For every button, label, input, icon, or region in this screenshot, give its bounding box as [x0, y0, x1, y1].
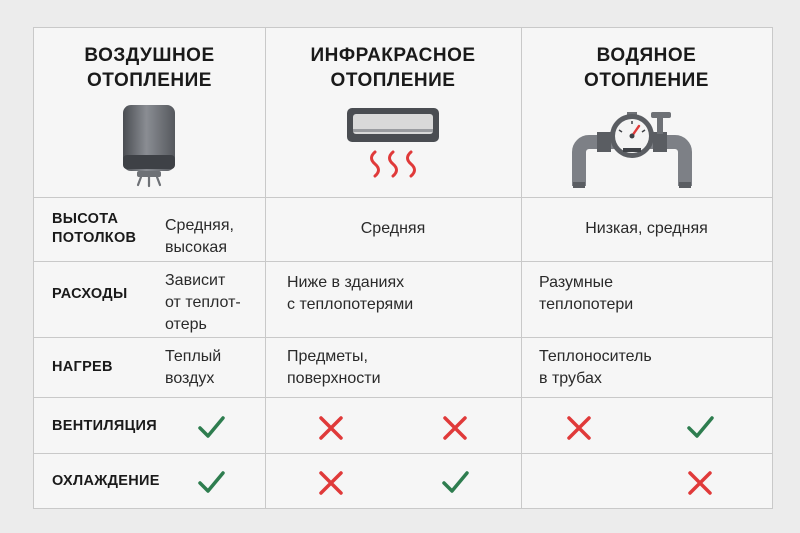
column-header-infrared-heating: ИНФРАКРАСНОЕ ОТОПЛЕНИЕ: [310, 45, 476, 91]
cross-icon: [564, 413, 594, 443]
column-divider: [265, 28, 266, 508]
comparison-table: [33, 27, 773, 509]
cell-water-heating: Теплоноситель в трубах: [539, 348, 652, 387]
row-label-heating: НАГРЕВ: [52, 359, 113, 375]
row-divider: [34, 337, 772, 338]
cell-infrared-heating: Предметы, поверхности: [287, 348, 381, 387]
row-label-costs: РАСХОДЫ: [52, 286, 128, 302]
cell-air-costs: Зависит от теплот- отерь: [165, 272, 241, 333]
row-divider: [34, 197, 772, 198]
cell-water-costs: Разумные теплопотери: [539, 274, 634, 313]
cell-air-ceiling-height: Средняя, высокая: [165, 217, 234, 256]
row-label-cooling: ОХЛАЖДЕНИЕ: [52, 473, 160, 489]
pipe-gauge-icon: [557, 102, 707, 192]
column-header-air-heating: ВОЗДУШНОЕ ОТОПЛЕНИЕ: [84, 45, 215, 91]
column-header-water-heating: ВОДЯНОЕ ОТОПЛЕНИЕ: [584, 45, 709, 91]
infrared-heater-icon: [345, 106, 441, 190]
cell-water-ceiling-height: Низкая, средняя: [585, 220, 708, 237]
cross-icon: [316, 413, 346, 443]
cross-icon: [440, 413, 470, 443]
row-label-ventilation: ВЕНТИЛЯЦИЯ: [52, 418, 157, 434]
cross-icon: [316, 468, 346, 498]
check-icon: [196, 467, 226, 497]
column-divider: [521, 28, 522, 508]
cell-infrared-ceiling-height: Средняя: [360, 220, 426, 237]
row-divider: [34, 453, 772, 454]
cell-infrared-costs: Ниже в зданиях с теплопотерями: [287, 274, 414, 313]
row-divider: [34, 397, 772, 398]
cell-air-heating: Теплый воздух: [165, 348, 222, 387]
check-icon: [440, 467, 470, 497]
check-icon: [196, 412, 226, 442]
row-label-ceiling-height: ВЫСОТА ПОТОЛКОВ: [52, 211, 137, 246]
cross-icon: [685, 468, 715, 498]
row-divider: [34, 261, 772, 262]
boiler-icon: [119, 103, 179, 191]
check-icon: [685, 412, 715, 442]
